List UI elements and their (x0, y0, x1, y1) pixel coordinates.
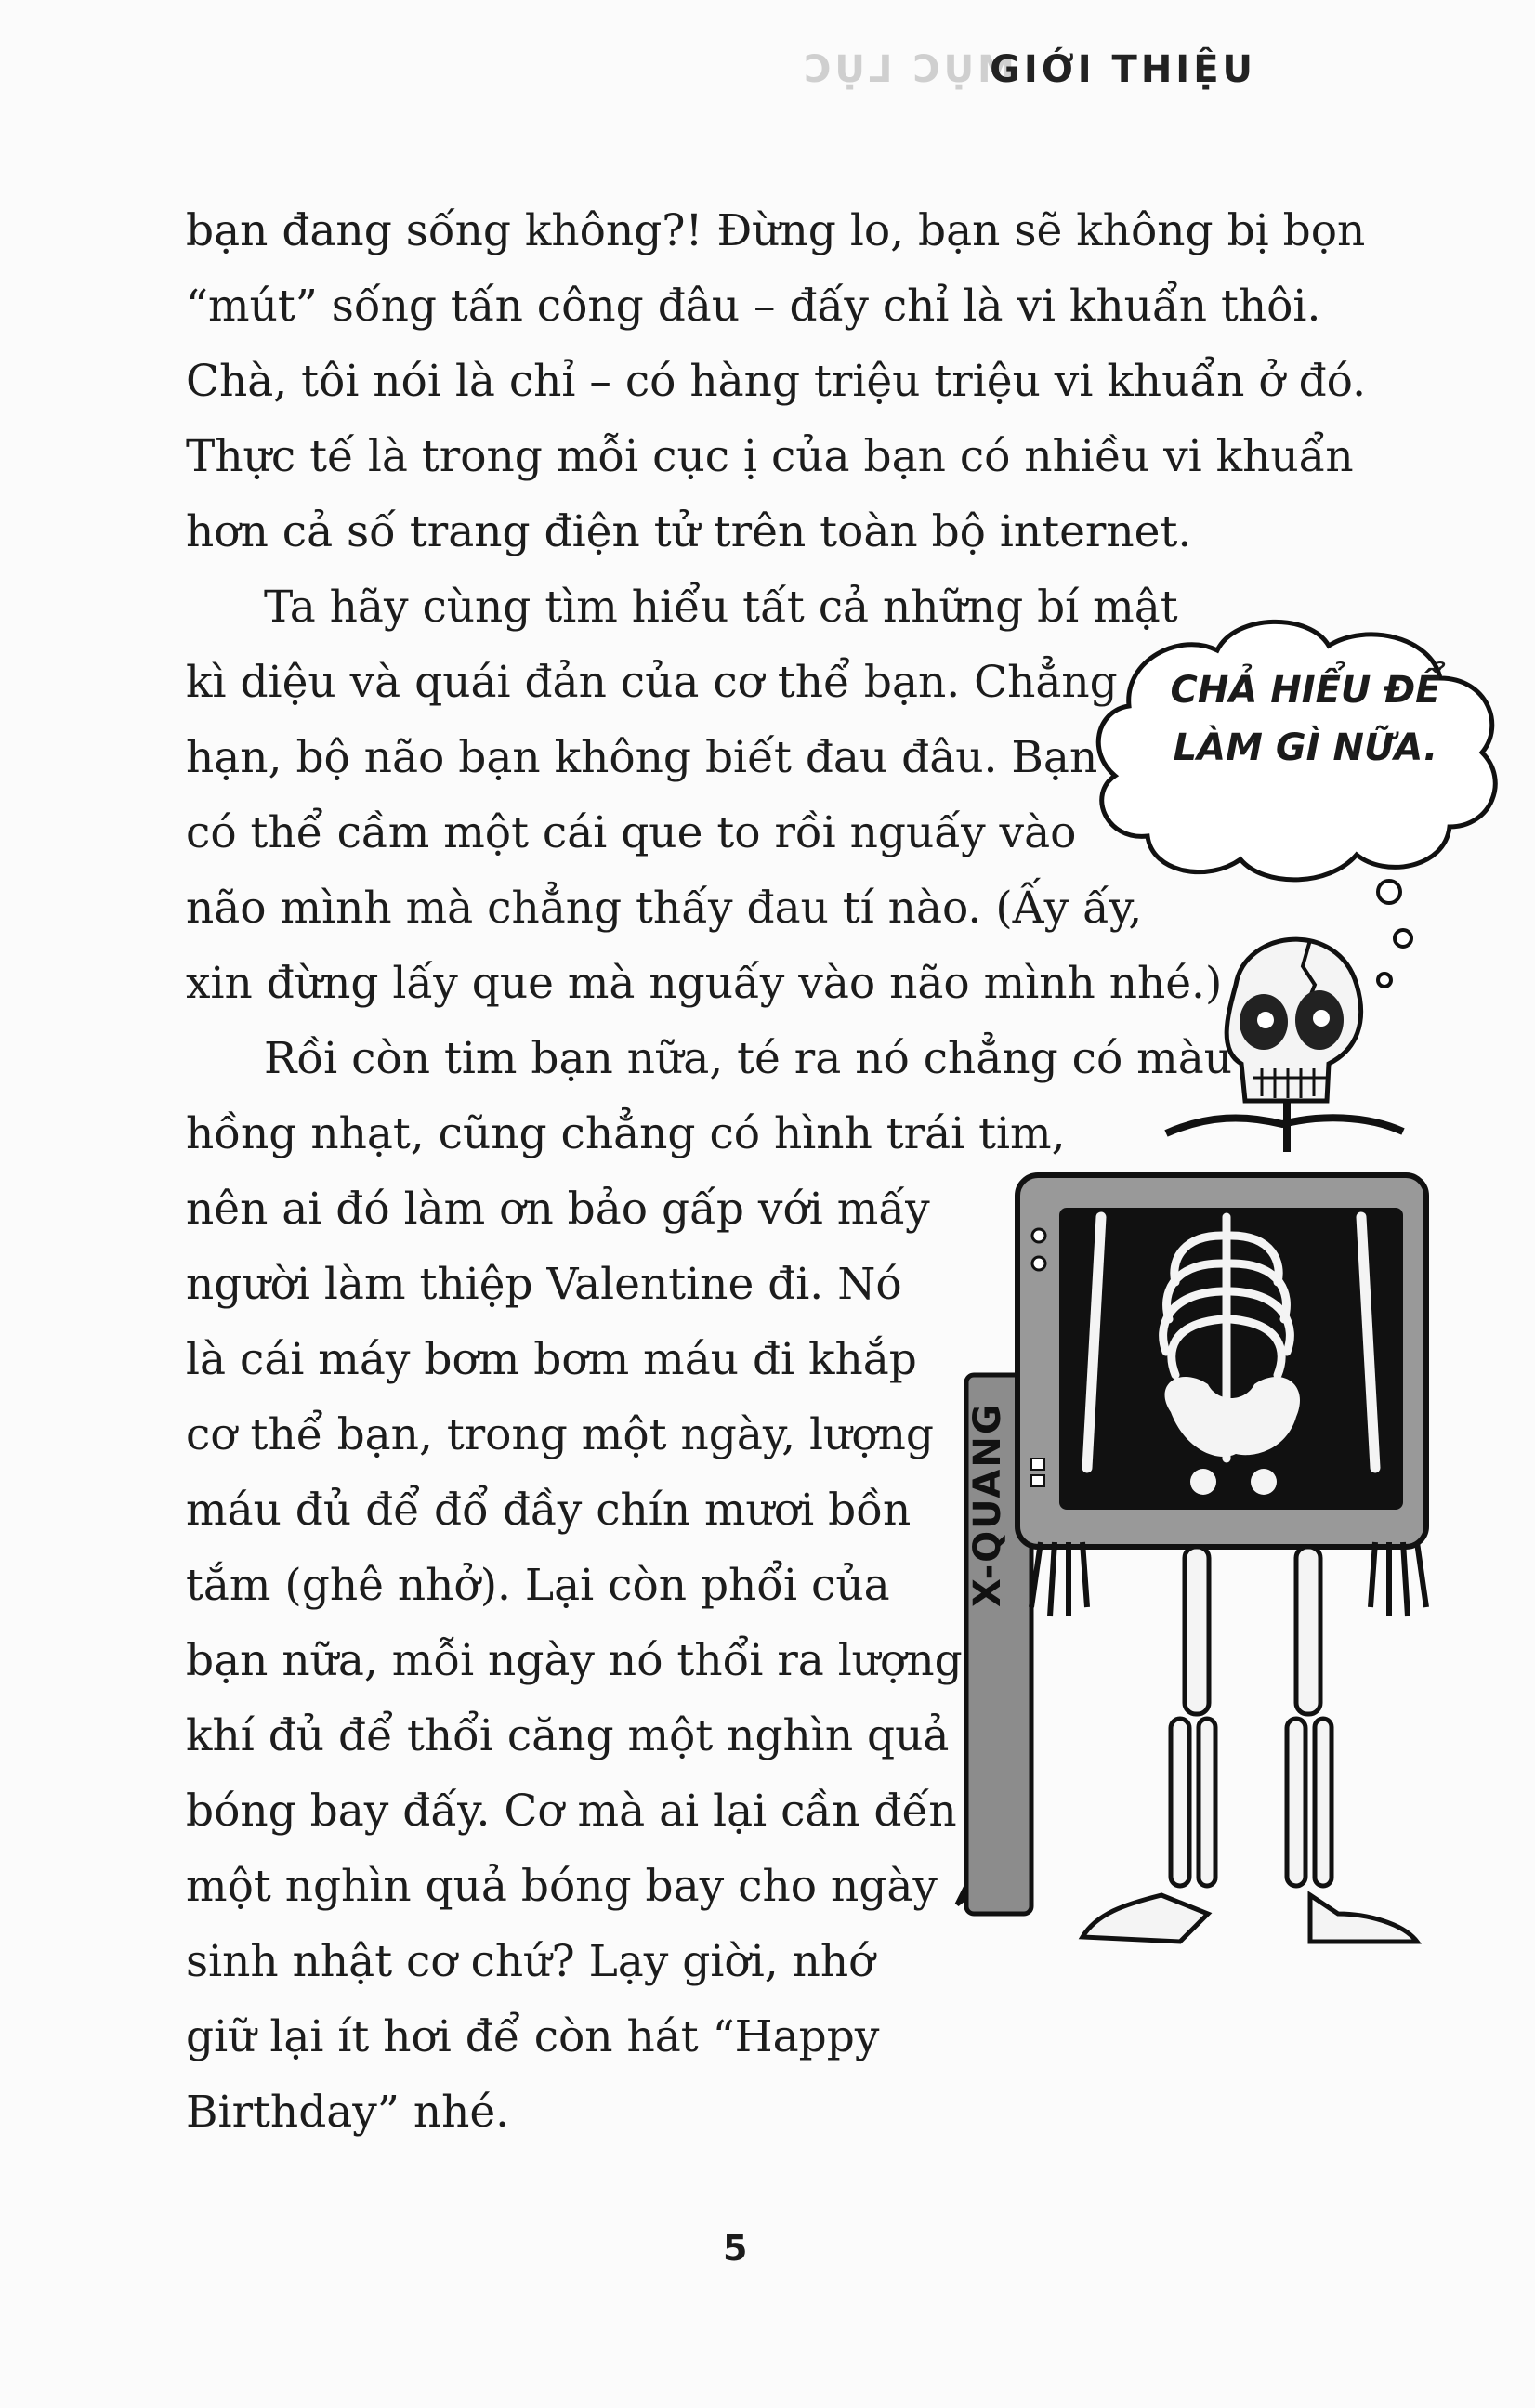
left-foot (1082, 1895, 1208, 1942)
thought-line: CHẢ HIỂU ĐỂ (1170, 669, 1441, 712)
text-line: Chà, tôi nói là chỉ – có hàng triệu triệu vi khuẩn ở đó. (186, 356, 1367, 407)
thought-bubble-text (1138, 661, 1473, 777)
left-hand (1031, 1542, 1087, 1616)
frame-knob (1032, 1257, 1045, 1270)
right-hand (1371, 1542, 1426, 1616)
text-line: giữ lại ít hơi để còn hát “Happy (186, 2011, 880, 2062)
paragraph-start-line: Ta hãy cùng tìm hiểu tất cả những bí mật (264, 582, 1178, 633)
text-line: kì diệu và quái đản của cơ thể bạn. Chẳng (186, 657, 1118, 708)
text-line: bóng bay đấy. Cơ mà ai lại cần đến (186, 1786, 957, 1837)
right-foot (1310, 1895, 1417, 1942)
thought-dot (1395, 930, 1411, 947)
text-line: “mút” sống tấn công đâu – đấy chỉ là vi khuẩn thôi. (186, 281, 1321, 332)
text-line: cơ thể bạn, trong một ngày, lượng (186, 1409, 934, 1460)
xray-screen (1059, 1208, 1403, 1510)
frame-slot (1031, 1475, 1044, 1486)
text-line: hạn, bộ não bạn không biết đau đâu. Bạn (186, 732, 1098, 783)
bleed-through-heading: MỤC LỤC (800, 48, 1015, 91)
page-number: 5 (723, 2228, 748, 2269)
text-line: hơn cả số trang điện tử trên toàn bộ internet. (186, 506, 1192, 557)
text-line: sinh nhật cơ chứ? Lạy giời, nhớ (186, 1936, 875, 1987)
text-line: não mình mà chẳng thấy đau tí nào. (Ấy ấy, (186, 883, 1143, 934)
leg-bones (1171, 1547, 1332, 1886)
frame-slot (1031, 1459, 1044, 1470)
text-line: là cái máy bơm bơm máu đi khắp (186, 1334, 917, 1385)
text-line: bạn đang sống không?! Đừng lo, bạn sẽ không bị bọn (186, 205, 1366, 256)
text-line: nên ai đó làm ơn bảo gấp với mấy (186, 1184, 930, 1235)
text-line: xin đừng lấy que mà nguấy vào não mình nhé.) (186, 958, 1223, 1009)
text-line: Thực tế là trong mỗi cục ị của bạn có nhiều vi khuẩn (186, 431, 1354, 482)
text-line: máu đủ để đổ đầy chín mươi bồn (186, 1485, 912, 1536)
text-line: hồng nhạt, cũng chẳng có hình trái tim, (186, 1108, 1066, 1159)
text-line: người làm thiệp Valentine đi. Nó (186, 1259, 902, 1310)
thought-line: LÀM GÌ NỮA. (1173, 726, 1438, 769)
text-line: khí đủ để thổi căng một nghìn quả (186, 1710, 950, 1761)
thought-dot (1378, 974, 1391, 987)
text-line: bạn nữa, mỗi ngày nó thổi ra lượng (186, 1635, 963, 1686)
running-title: GIỚI THIỆU (990, 48, 1256, 91)
xray-machine-label: X-QUANG (966, 1402, 1009, 1607)
paragraph-start-line: Rồi còn tim bạn nữa, té ra nó chẳng có màu (264, 1033, 1233, 1084)
thought-dot (1378, 881, 1400, 903)
text-line: một nghìn quả bóng bay cho ngày (186, 1861, 938, 1912)
text-line: Birthday” nhé. (186, 2087, 510, 2138)
frame-knob (1032, 1229, 1045, 1242)
text-line: tắm (ghê nhở). Lại còn phổi của (186, 1560, 890, 1611)
skeleton-xray-illustration (938, 595, 1524, 1988)
text-line: có thể cầm một cái que to rồi nguấy vào (186, 807, 1077, 858)
